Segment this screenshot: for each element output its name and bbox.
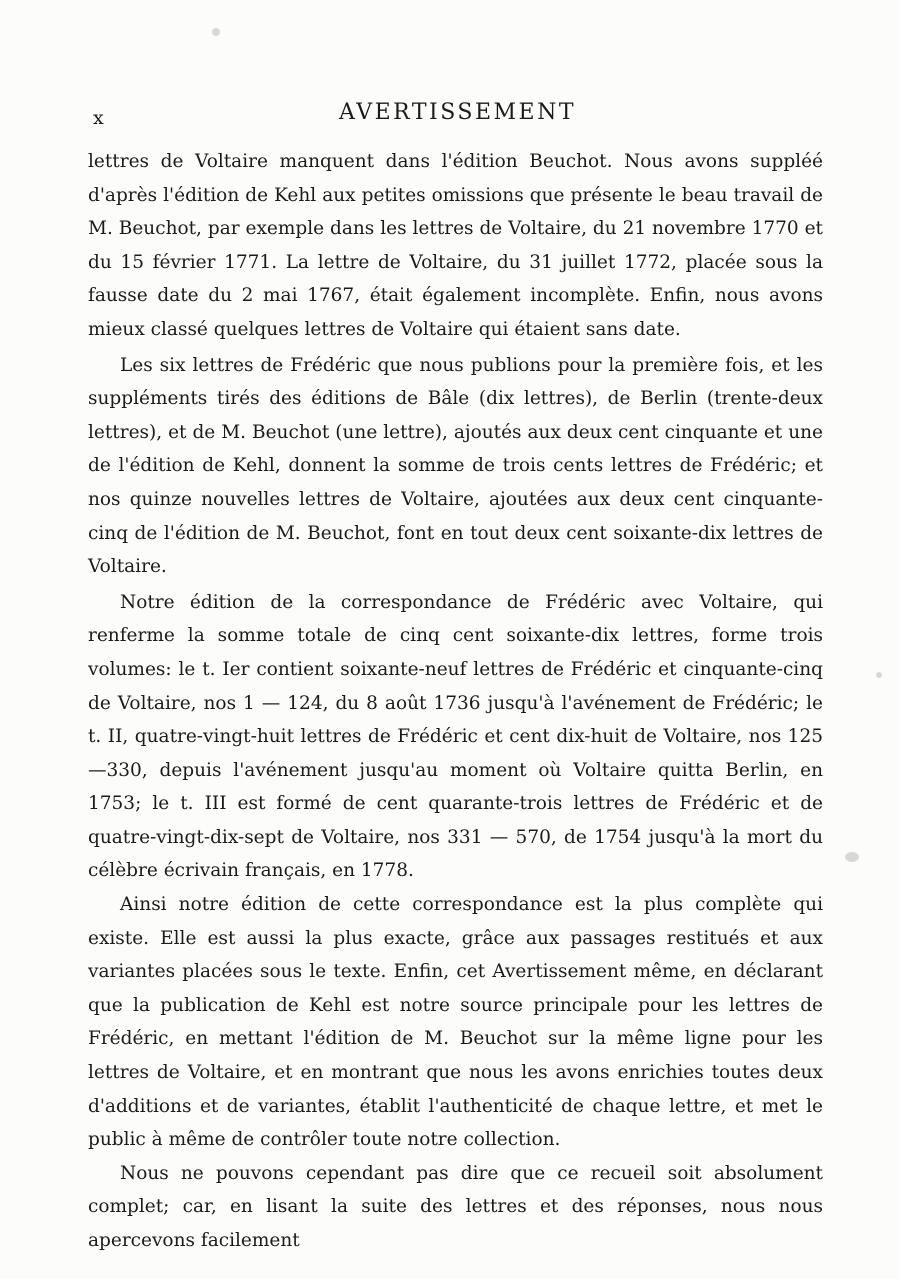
paragraph: Notre édition de la correspondance de Frédéric avec Voltaire, qui renferme la somme totale de cinq cent soixante-dix lettres, forme trois volumes: le t. Ier contient soixante-neuf lettres de Frédéric et cinquante-cinq de Voltaire, nos 1 — 124, du 8 août 1736 jusqu'à l'avénement de Frédéric; le t. II, quatre-vingt-huit lettres de Frédéric et cent dix-huit de Voltaire, nos 125—330, depuis l'avénement jusqu'au moment où Voltaire quitta Berlin, en 1753; le t. III est formé de cent quarante-trois lettres de Frédéric et de quatre-vingt-dix-sept de Voltaire, nos 331 — 570, de 1754 jusqu'à la mort du célèbre écrivain français, en 1778. bbox=[88, 591, 823, 882]
page-number: x bbox=[93, 107, 105, 129]
paragraph: Nous ne pouvons cependant pas dire que ce recueil soit absolument complet; car, en lisant la suite des lettres et des réponses, nous nous apercevons facilement bbox=[88, 1162, 823, 1251]
paper-speck bbox=[876, 672, 882, 678]
paper-speck bbox=[212, 28, 220, 36]
paragraph: Ainsi notre édition de cette correspondance est la plus complète qui existe. Elle est aussi la plus exacte, grâce aux passages restitués et aux variantes placées sous le texte. Enfin, cet Avertissement même, en déclarant que la publication de Kehl est notre source principale pour les lettres de Frédéric, en mettant l'édition de M. Beuchot sur la même ligne pour les lettres de Voltaire, et en montrant que nous les avons enrichies toutes deux d'additions et de variantes, établit l'authenticité de chaque lettre, et met le public à même de contrôler toute notre collection. bbox=[88, 894, 823, 1151]
paper-speck bbox=[845, 852, 859, 862]
paragraph: Les six lettres de Frédéric que nous publions pour la première fois, et les suppléments tirés des éditions de Bâle (dix lettres), de Berlin (trente-deux lettres), et de M. Beuchot (une lettre), ajoutés aux deux cent cinquante et une de l'édition de Kehl, donnent la somme de trois cents lettres de Frédéric; et nos quinze nouvelles lettres de Voltaire, ajoutées aux deux cent cinquante-cinq de l'édition de M. Beuchot, font en tout deux cent soixante-dix lettres de Voltaire. bbox=[88, 354, 823, 578]
paragraph: lettres de Voltaire manquent dans l'édition Beuchot. Nous avons suppléé d'après l'édition de Kehl aux petites omissions que présente le beau travail de M. Beuchot, par exemple dans les lettres de Voltaire, du 21 novembre 1770 et du 15 février 1771. La lettre de Voltaire, du 31 juillet 1772, placée sous la fausse date du 2 mai 1767, était également incomplète. Enfin, nous avons mieux classé quelques lettres de Voltaire qui étaient sans date. bbox=[88, 151, 823, 340]
body-text bbox=[88, 145, 823, 1258]
running-title: AVERTISSEMENT bbox=[338, 100, 577, 125]
